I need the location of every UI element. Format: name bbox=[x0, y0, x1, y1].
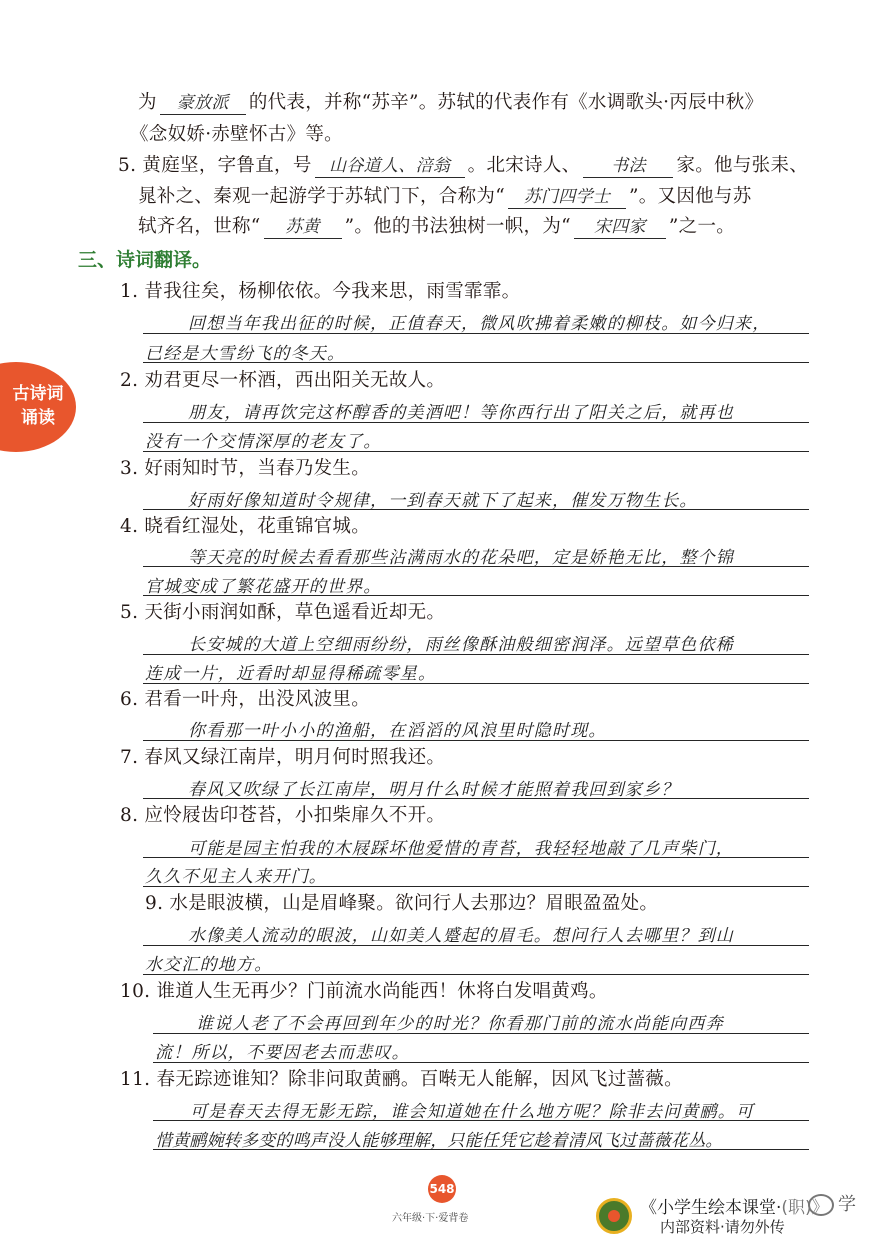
question-1: 1. 昔我往矣，杨柳依依。今我来思，雨雪霏霏。 bbox=[120, 281, 521, 302]
fill-answer: 苏门四学士 bbox=[508, 186, 626, 209]
answer-rule bbox=[143, 974, 809, 975]
watermark bbox=[808, 1190, 856, 1216]
answer-8-line-2: 久久不见主人来开门。 bbox=[145, 867, 327, 887]
fill-answer: 苏黄 bbox=[264, 216, 342, 239]
intro-line-2: 《念奴娇·赤壁怀古》等。 bbox=[130, 124, 343, 145]
brand-tail: (职)》 bbox=[781, 1198, 829, 1218]
answer-4-line-2: 官城变成了繁花盛开的世界。 bbox=[145, 577, 382, 597]
answer-rule bbox=[143, 509, 809, 510]
question-2: 2. 劝君更尽一杯酒，西出阳关无故人。 bbox=[120, 370, 446, 391]
fill-answer: 宋四家 bbox=[574, 216, 666, 239]
answer-rule bbox=[143, 422, 809, 423]
chat-bubble-icon bbox=[808, 1194, 834, 1216]
answer-rule bbox=[143, 362, 809, 363]
item5-text: 晁补之、秦观一起游学于苏轼门下，合称为“ bbox=[138, 186, 505, 207]
answer-6-line-1: 你看那一叶小小的渔船，在滔滔的风浪里时隐时现。 bbox=[188, 721, 607, 741]
answer-rule bbox=[143, 857, 809, 858]
item5-line-2 bbox=[138, 184, 752, 210]
item5-line-1 bbox=[118, 153, 808, 179]
answer-7-line-1: 春风又吹绿了长江南岸，明月什么时候才能照着我回到家乡？ bbox=[188, 780, 680, 800]
answer-rule bbox=[143, 654, 809, 655]
intro-text: 为 bbox=[138, 92, 157, 113]
answer-10-line-1: 谁说人老了不会再回到年少的时光？你看那门前的流水尚能向西奔 bbox=[196, 1014, 724, 1034]
item5-line-3 bbox=[138, 214, 735, 240]
question-10: 10. 谁道人生无再少？门前流水尚能西！休将白发唱黄鸡。 bbox=[120, 981, 608, 1002]
brand-text: 《小学生绘本课堂· bbox=[640, 1198, 782, 1218]
fill-answer: 山谷道人、涪翁 bbox=[315, 155, 465, 178]
answer-rule bbox=[143, 945, 809, 946]
answer-rule bbox=[143, 333, 809, 334]
intro-text: 的代表，并称“苏辛”。苏轼的代表作有《水调歌头·丙辰中秋》 bbox=[248, 92, 764, 113]
fill-answer: 豪放派 bbox=[160, 92, 246, 115]
page-number: 548 bbox=[428, 1175, 456, 1203]
brand-title bbox=[640, 1193, 829, 1218]
answer-rule bbox=[153, 1120, 809, 1121]
answer-rule bbox=[153, 1062, 809, 1063]
answer-3-line-1: 好雨好像知道时令规律，一到春天就下了起来，催发万物生长。 bbox=[188, 491, 698, 511]
answer-4-line-1: 等天亮的时候去看看那些沾满雨水的花朵吧，定是娇艳无比，整个锦 bbox=[188, 548, 734, 568]
publisher-logo-icon bbox=[596, 1198, 632, 1234]
answer-10-line-2: 流！所以，不要因老去而悲叹。 bbox=[155, 1043, 410, 1063]
answer-rule bbox=[143, 566, 809, 567]
answer-rule bbox=[153, 1149, 809, 1150]
side-tab-line: 诵读 bbox=[21, 408, 55, 428]
item5-text: 5. 黄庭坚，字鲁直，号 bbox=[118, 155, 312, 176]
side-tab-label bbox=[8, 382, 68, 430]
answer-11-line-2: 惜黄鹂婉转多变的鸣声没人能够理解，只能任凭它趁着清风飞过蔷薇花丛。 bbox=[155, 1131, 723, 1151]
item5-text: ”。又因他与苏 bbox=[628, 186, 752, 207]
watermark-text: 学 bbox=[838, 1194, 856, 1215]
answer-9-line-1: 水像美人流动的眼波，山如美人蹙起的眉毛。想问行人去哪里？到山 bbox=[188, 926, 734, 946]
section-title: 三、诗词翻译。 bbox=[78, 249, 212, 271]
question-11: 11. 春无踪迹谁知？除非问取黄鹂。百啭无人能解，因风飞过蔷薇。 bbox=[120, 1069, 683, 1090]
question-3: 3. 好雨知时节，当春乃发生。 bbox=[120, 458, 371, 479]
item5-text: ”。他的书法独树一帜，为“ bbox=[344, 216, 571, 237]
answer-rule bbox=[153, 1033, 809, 1034]
answer-11-line-1: 可是春天去得无影无踪，谁会知道她在什么地方呢？除非去问黄鹂。可 bbox=[190, 1102, 755, 1122]
question-4: 4. 晓看红湿处，花重锦官城。 bbox=[120, 516, 371, 537]
answer-2-line-2: 没有一个交情深厚的老友了。 bbox=[145, 432, 382, 452]
question-6: 6. 君看一叶舟，出没风波里。 bbox=[120, 689, 371, 710]
answer-rule bbox=[143, 886, 809, 887]
item5-text: 家。他与张耒、 bbox=[676, 155, 809, 176]
intro-line-1 bbox=[138, 90, 763, 116]
answer-1-line-1: 回想当年我出征的时候，正值春天，微风吹拂着柔嫩的柳枝。如今归来， bbox=[188, 314, 771, 334]
question-9: 9. 水是眼波横，山是眉峰聚。欲问行人去那边？眉眼盈盈处。 bbox=[145, 893, 659, 914]
answer-5-line-2: 连成一片，近看时却显得稀疏零星。 bbox=[145, 664, 437, 684]
answer-8-line-1: 可能是园主怕我的木屐踩坏他爱惜的青苔，我轻轻地敲了几声柴门， bbox=[188, 839, 734, 859]
question-7: 7. 春风又绿江南岸，明月何时照我还。 bbox=[120, 747, 446, 768]
answer-5-line-1: 长安城的大道上空细雨纷纷，雨丝像酥油般细密润泽。远望草色依稀 bbox=[188, 635, 734, 655]
fill-answer: 书法 bbox=[583, 155, 673, 178]
side-tab-line: 古诗词 bbox=[12, 384, 64, 404]
internal-notice: 内部资料·请勿外传 bbox=[660, 1218, 785, 1236]
answer-1-line-2: 已经是大雪纷飞的冬天。 bbox=[145, 344, 346, 364]
question-8: 8. 应怜屐齿印苍苔，小扣柴扉久不开。 bbox=[120, 805, 446, 826]
answer-rule bbox=[143, 798, 809, 799]
answer-rule bbox=[143, 740, 809, 741]
answer-9-line-2: 水交汇的地方。 bbox=[145, 955, 273, 975]
item5-text: 轼齐名，世称“ bbox=[138, 216, 261, 237]
answer-rule bbox=[143, 451, 809, 452]
answer-rule bbox=[143, 595, 809, 596]
item5-text: 。北宋诗人、 bbox=[467, 155, 581, 176]
grade-label: 六年级·下·爱背卷 bbox=[392, 1213, 469, 1224]
item5-text: ”之一。 bbox=[668, 216, 736, 237]
answer-2-line-1: 朋友，请再饮完这杯醇香的美酒吧！等你西行出了阳关之后，就再也 bbox=[188, 403, 734, 423]
answer-rule bbox=[143, 683, 809, 684]
question-5: 5. 天街小雨润如酥，草色遥看近却无。 bbox=[120, 602, 446, 623]
